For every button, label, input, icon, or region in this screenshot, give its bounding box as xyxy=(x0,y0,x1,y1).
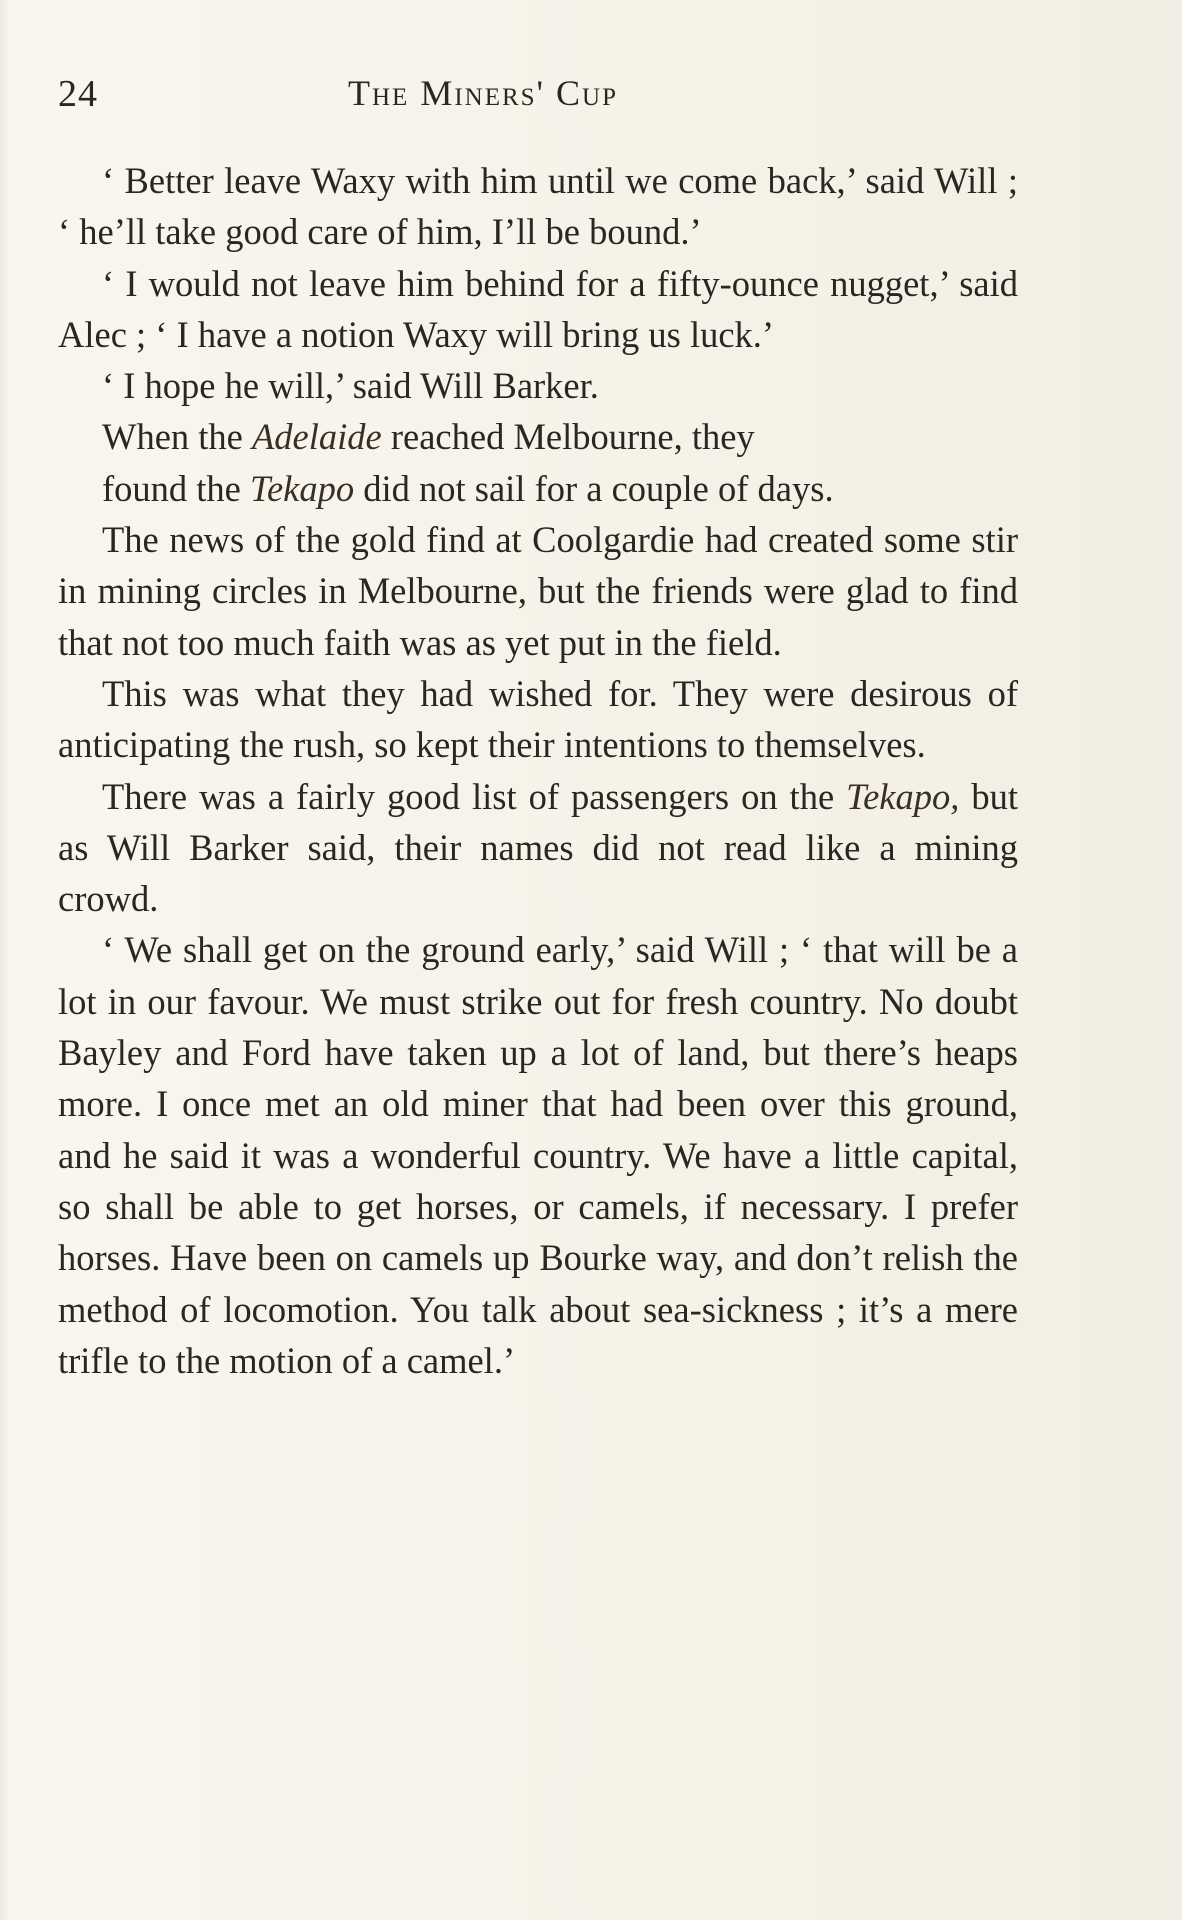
ship-name-italic: Tekapo xyxy=(250,467,355,509)
paragraph-text: There was a fairly good list of passengers on the xyxy=(102,775,847,817)
paragraph-text: did not sail for a couple of days. xyxy=(354,467,834,509)
paragraph xyxy=(58,360,1018,411)
paragraph xyxy=(58,668,1018,771)
paragraph-text: When the xyxy=(102,416,252,458)
paragraph xyxy=(58,155,1018,258)
paragraph-text: The news of the gold find at Coolgardie had created some stir in mining circles in Melbourne, but the friends were glad to find that not too much faith was as yet put in the field. xyxy=(58,519,1018,663)
page-header xyxy=(58,72,1018,132)
spine-shadow xyxy=(0,0,10,1920)
paragraph-text: ‘ We shall get on the ground early,’ said Will ; ‘ that will be a lot in our favour. We must strike out for fresh country. No doubt Bayley and Ford have taken up a lot of land, but there’s heaps more. I once met an old miner that had been over this ground, and he said it was a wonderful country. We have a little capital, so shall be able to get horses, or camels, if necessary. I prefer horses. Have been on camels up Bourke way, and don’t relish the method of locomotion. You talk about sea-sickness ; it’s a mere trifle to the motion of a camel.’ xyxy=(58,929,1018,1381)
paragraph-text: ‘ I hope he will,’ said Will Barker. xyxy=(102,365,599,407)
paragraph-text: ‘ I would not leave him behind for a fifty-ounce nugget,’ said Alec ; ‘ I have a notion Waxy will bring us luck.’ xyxy=(58,262,1018,355)
page-number: 24 xyxy=(58,73,98,115)
paragraph-text: reached Melbourne, they xyxy=(381,416,755,458)
page-body xyxy=(58,155,1018,1755)
ship-name-italic: Tekapo, xyxy=(846,775,960,817)
paragraph xyxy=(58,258,1018,361)
paragraph-text: This was what they had wished for. They were desirous of anticipating the rush, so kept their intentions to themselves. xyxy=(58,672,1018,766)
paragraph xyxy=(58,771,1018,925)
paragraph-text: ‘ Better leave Waxy with him until we come back,’ said Will ; ‘ he’ll take good care of him, I’ll be bound.’ xyxy=(58,160,1018,253)
paragraph xyxy=(58,411,1018,462)
paragraph xyxy=(58,924,1018,1386)
paragraph-text: found the xyxy=(102,467,250,509)
running-title: The Miners' Cup xyxy=(348,73,619,113)
ship-name-italic: Adelaide xyxy=(252,416,382,458)
paragraph xyxy=(58,514,1018,668)
paragraph xyxy=(58,463,1018,514)
paragraph-text: but as Will Barker said, their names did not read like a mining crowd. xyxy=(58,775,1018,920)
